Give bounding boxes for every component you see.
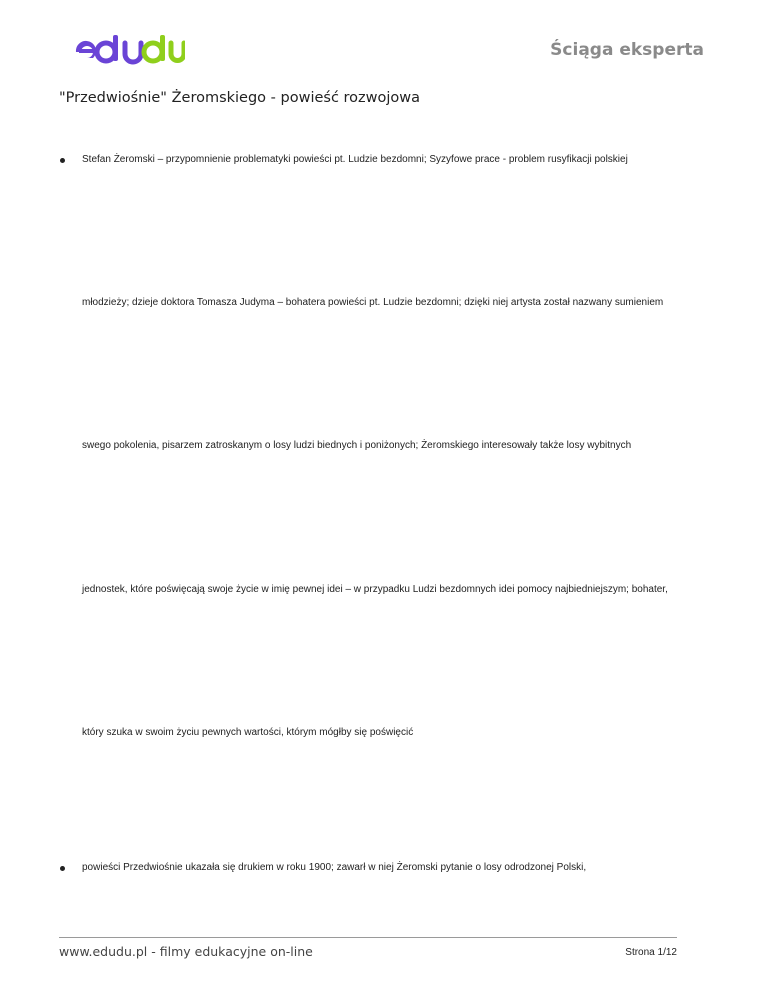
document-title: "Przedwiośnie" Żeromskiego - powieść rozwojowa (59, 90, 421, 106)
header-title: Ściąga eksperta (550, 40, 704, 60)
text-line-3: swego pokolenia, pisarzem zatroskanym o losy ludzi biednych i poniżonych; Żeromskiego interesowały także losy wybitnych (82, 440, 632, 451)
text-line-4: jednostek, które poświęcają swoje życie w imię pewnej idei – w przypadku Ludzi bezdomnych idei pomocy najbiedniejszym; bohater, (82, 584, 668, 595)
edudu-logo-graphic (73, 30, 185, 70)
text-line-2: młodzieży; dzieje doktora Tomasza Judyma – bohatera powieści pt. Ludzie bezdomni; dzięki niej artysta został nazwany sumieniem (82, 297, 664, 308)
edudu-logo[interactable] (73, 30, 185, 70)
text-line-5: który szuka w swoim życiu pewnych wartości, którym mógłby się poświęcić (82, 727, 414, 738)
text-line-1: Stefan Żeromski – przypomnienie problematyki powieści pt. Ludzie bezdomni; Syzyfowe prace - problem rusyfikacji polskiej (82, 154, 628, 165)
footer-site-link[interactable]: www.edudu.pl - filmy edukacyjne on-line (59, 944, 313, 959)
footer-divider (59, 937, 677, 938)
bullet-icon (60, 866, 65, 871)
bullet-icon (60, 158, 65, 163)
text-line-6: powieści Przedwiośnie ukazała się drukiem w roku 1900; zawarł w niej Żeromski pytanie o losy odrodzonej Polski, (82, 862, 587, 873)
page-number: Strona 1/12 (625, 947, 677, 958)
